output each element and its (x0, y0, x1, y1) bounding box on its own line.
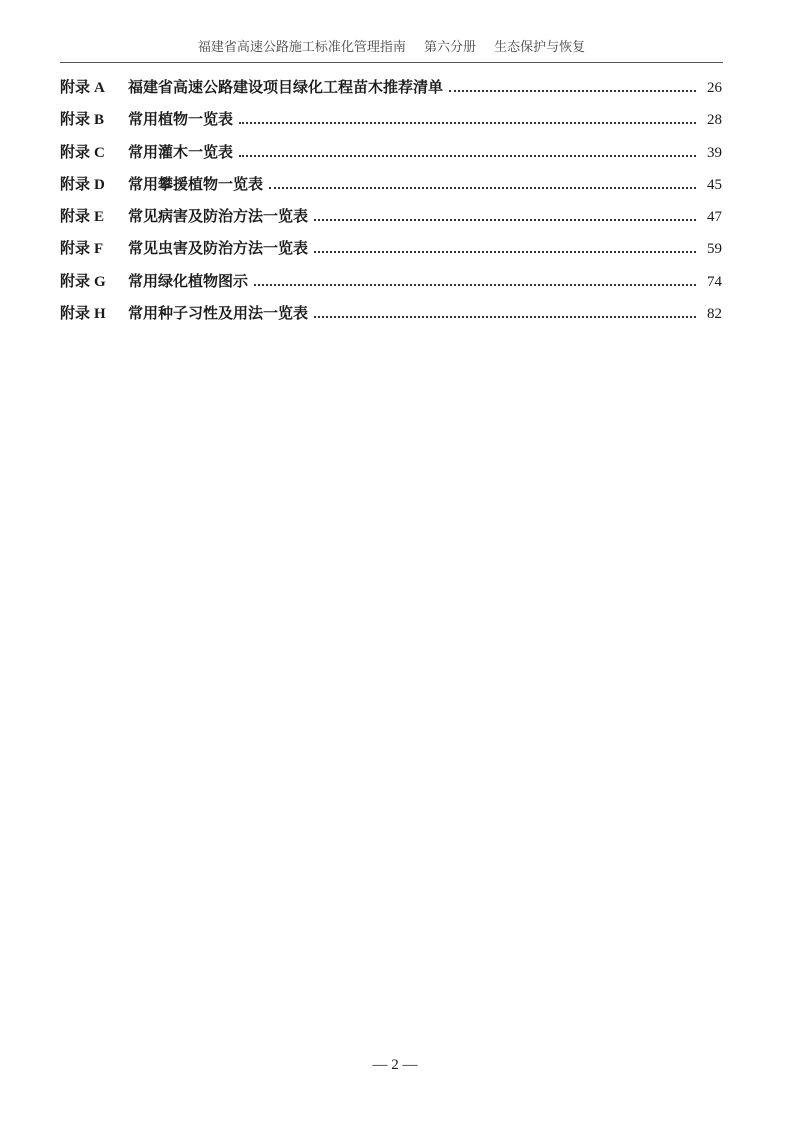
toc-entry-f[interactable] (60, 237, 722, 269)
dot-leader (314, 315, 696, 318)
header-volume: 第六分册 (423, 40, 476, 55)
toc-entry-label: 附录 H (60, 304, 106, 323)
toc-entry-title: 福建省高速公路建设项目绿化工程苗木推荐清单 (128, 78, 444, 96)
dot-leader (254, 283, 696, 286)
toc-entry-page: 26 (707, 80, 722, 96)
page-header (60, 38, 723, 63)
toc-entry-label: 附录 B (60, 110, 105, 129)
toc-entry-label: 附录 C (60, 142, 105, 161)
table-of-contents (60, 76, 722, 334)
dot-leader (314, 250, 696, 253)
toc-entry-b[interactable] (60, 108, 722, 140)
toc-entry-title: 常用攀援植物一览表 (128, 174, 264, 193)
dot-leader (239, 121, 696, 124)
dot-leader (449, 89, 696, 92)
dot-leader (269, 186, 696, 189)
toc-entry-title: 常用种子习性及用法一览表 (128, 304, 309, 323)
header-guide-title: 福建省高速公路施工标准化管理指南 (197, 40, 406, 55)
header-section: 生态保护与恢复 (494, 40, 586, 55)
toc-entry-label: 附录 A (60, 78, 105, 96)
toc-entry-c[interactable] (60, 141, 722, 173)
toc-entry-page: 74 (707, 273, 722, 290)
toc-entry-label: 附录 E (60, 207, 105, 226)
toc-entry-title: 常见病害及防治方法一览表 (128, 207, 309, 226)
toc-entry-page: 39 (707, 144, 722, 161)
toc-entry-title: 常见虫害及防治方法一览表 (128, 239, 309, 258)
toc-entry-title: 常用植物一览表 (128, 110, 234, 129)
toc-entry-title: 常用灌木一览表 (128, 142, 234, 161)
toc-entry-page: 45 (707, 176, 722, 193)
toc-entry-a[interactable] (60, 76, 722, 108)
toc-entry-label: 附录 G (60, 271, 106, 290)
toc-entry-label: 附录 F (60, 239, 104, 258)
toc-entry-page: 47 (707, 209, 722, 226)
dot-leader (239, 154, 696, 157)
toc-entry-label: 附录 D (60, 174, 105, 193)
toc-entry-g[interactable] (60, 270, 722, 302)
toc-entry-page: 59 (707, 241, 722, 258)
toc-entry-page: 82 (707, 306, 722, 323)
toc-entry-e[interactable] (60, 205, 722, 237)
dot-leader (314, 218, 696, 221)
toc-entry-page: 28 (707, 112, 722, 129)
toc-entry-h[interactable] (60, 302, 722, 334)
page-number: — 2 — (372, 1057, 418, 1073)
toc-entry-title: 常用绿化植物图示 (128, 271, 249, 290)
toc-entry-d[interactable] (60, 173, 722, 205)
